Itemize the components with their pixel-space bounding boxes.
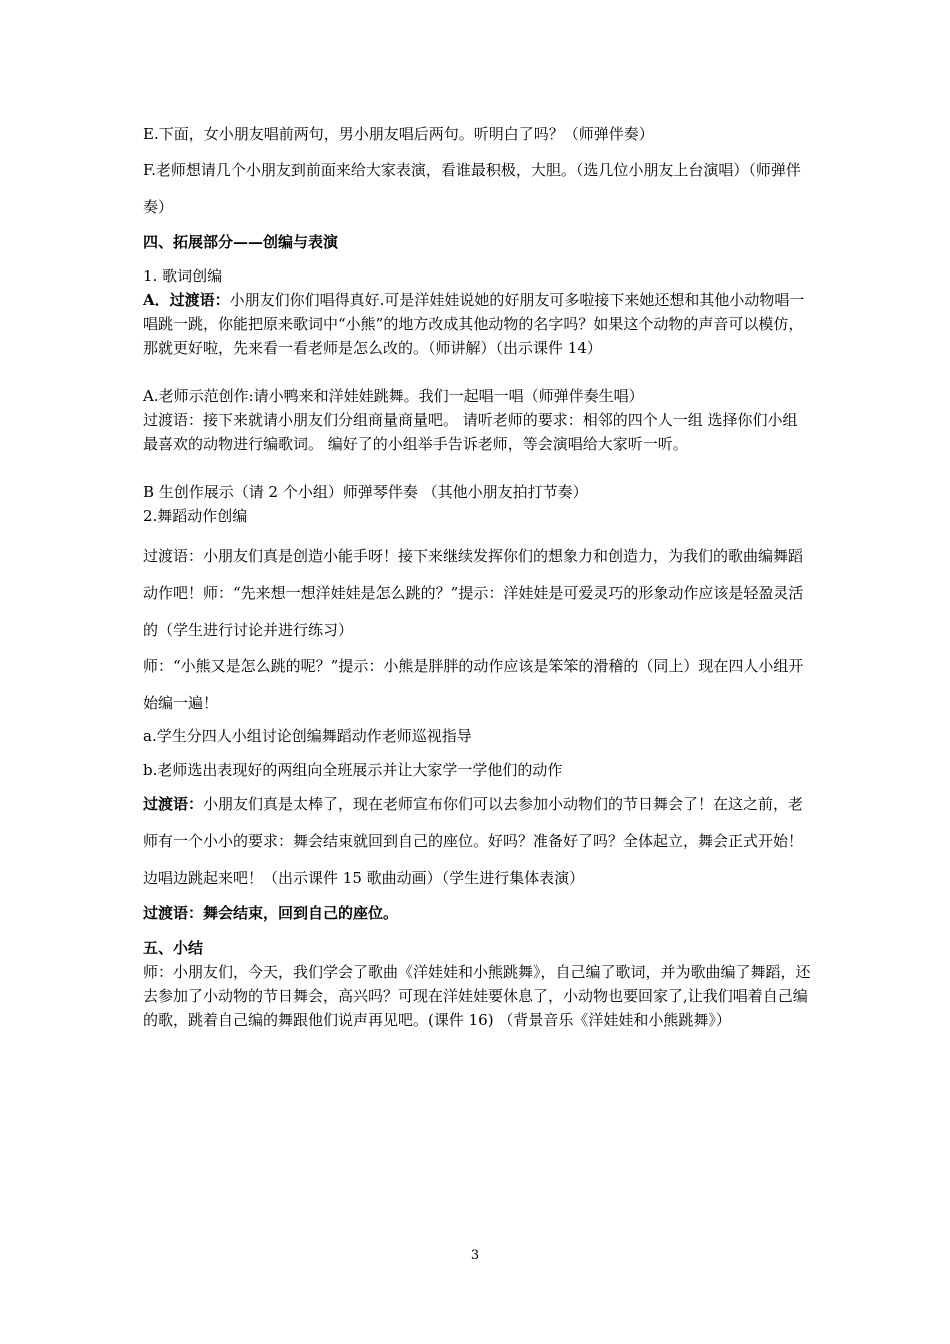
paragraph-transition-1: 过渡语：接下来就请小朋友们分组商量商量吧。 请听老师的要求：相邻的四个人一组 选择你们小组最喜欢的动物进行编歌词。 编好了的小组举手告诉老师，等会演唱给大家听一听。	[143, 411, 798, 453]
paragraph-a-transition	[143, 288, 811, 360]
section-5-heading-text: 五、小结	[143, 939, 204, 957]
paragraph-transition-4: 过渡语：舞会结束，回到自己的座位。	[143, 904, 399, 922]
page-number: 3	[470, 1248, 480, 1263]
subsection-1-heading: 1. 歌词创编	[143, 267, 223, 285]
section-4-heading: 四、拓展部分——创编与表演	[143, 233, 339, 251]
paragraph-summary: 师：小朋友们，今天，我们学会了歌曲《洋娃娃和小熊跳舞》，自己编了歌词，并为歌曲编了舞蹈，还去参加了小动物的节日舞会，高兴吗？可现在洋娃娃要休息了，小动物也要回家了,让我们唱着自己编的歌，跳着自己编的舞跟他们说声再见吧。(课件 16) （背景音乐《洋娃娃和小熊跳舞》）	[143, 963, 811, 1029]
paragraph-b: B 生创作展示（请 2 个小组）师弹琴伴奏 （其他小朋友拍打节奏）	[143, 483, 588, 501]
paragraph-a-demo: A.老师示范创作:请小鸭来和洋娃娃跳舞。我们一起唱一唱（师弹伴奏生唱）	[143, 387, 644, 405]
transition-text: 小朋友们真是太棒了，现在老师宣布你们可以去参加小动物们的节日舞会了！在这之前，老师有一个小小的要求：舞会结束就回到自己的座位。好吗？准备好了吗？全体起立，舞会正式开始！边唱边跳起来吧！（出示课件 15 歌曲动画）（学生进行集体表演）	[143, 795, 804, 887]
paragraph-transition-2: 过渡语：小朋友们真是创造小能手呀！接下来继续发挥你们的想象力和创造力，为我们的歌曲编舞蹈动作吧！师：“先来想一想洋娃娃是怎么跳的？”提示：洋娃娃是可爱灵巧的形象动作应该是轻盈灵活的（学生进行讨论并进行练习）	[143, 547, 804, 639]
paragraph-f: F.老师想请几个小朋友到前面来给大家表演，看谁最积极，大胆。（选几位小朋友上台演唱）（师弹伴奏）	[143, 161, 801, 216]
paragraph-transition-3	[143, 786, 811, 897]
transition-label: A．过渡语：	[143, 291, 230, 309]
transition-label: 过渡语：	[143, 795, 204, 813]
paragraph-teacher: 师：“小熊又是怎么跳的呢？”提示：小熊是胖胖的动作应该是笨笨的滑稽的（同上）现在四人小组开始编一遍！	[143, 657, 804, 712]
section-5-heading	[143, 936, 811, 960]
list-item-b: b.老师选出表现好的两组向全班展示并让大家学一学他们的动作	[143, 761, 563, 779]
transition-text: 小朋友们你们唱得真好.可是洋娃娃说她的好朋友可多啦接下来她还想和其他小动物唱一唱跳一跳，你能把原来歌词中“小熊”的地方改成其他动物的名字吗？如果这个动物的声音可以模仿，那就更好啦，先来看一看老师是怎么改的。（师讲解）（出示课件 14）	[143, 291, 805, 357]
paragraph-e: E.下面，女小朋友唱前两句，男小朋友唱后两句。听明白了吗？（师弹伴奏）	[143, 125, 654, 143]
list-item-a: a.学生分四人小组讨论创编舞蹈动作老师巡视指导	[143, 727, 472, 745]
subsection-2-heading: 2.舞蹈动作创编	[143, 507, 248, 525]
